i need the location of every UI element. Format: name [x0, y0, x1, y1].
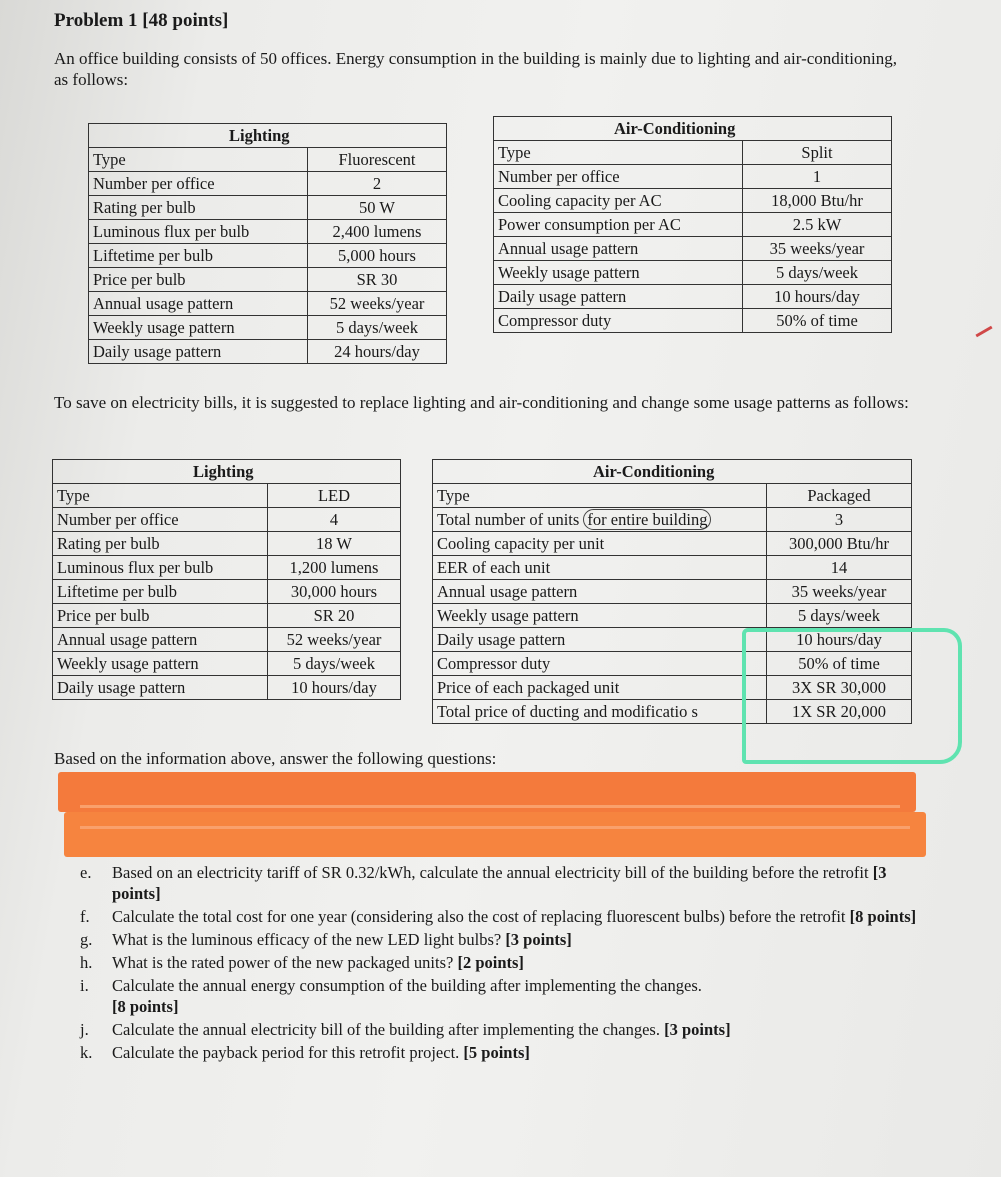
- table-row: [494, 261, 892, 285]
- list-item: [80, 929, 920, 950]
- table-row: [53, 484, 401, 508]
- table-row: [53, 604, 401, 628]
- table-row: [89, 340, 447, 364]
- intro-paragraph: An office building consists of 50 offices. Energy consumption in the building is mainly due to lighting and air-conditioning, as follows:: [54, 49, 897, 89]
- table-row: [53, 556, 401, 580]
- highlight-annotation: [742, 628, 962, 764]
- redaction-streak: [80, 826, 910, 829]
- questions-intro: Based on the information above, answer the following questions:: [54, 749, 497, 768]
- row-value: 300,000 Btu/hr: [767, 532, 912, 556]
- table-row: [89, 172, 447, 196]
- row-value: 50% of time: [767, 652, 912, 676]
- row-value: Split: [743, 141, 892, 165]
- row-value: 14: [767, 556, 912, 580]
- question-text: [112, 906, 920, 927]
- table-row: [494, 141, 892, 165]
- row-key: Price per bulb: [89, 268, 308, 292]
- row-key: Type: [53, 484, 268, 508]
- after-lighting-table: [52, 459, 401, 700]
- row-key: Luminous flux per bulb: [89, 220, 308, 244]
- table-row: [494, 285, 892, 309]
- row-value: 5 days/week: [767, 604, 912, 628]
- row-value: 35 weeks/year: [743, 237, 892, 261]
- row-value: 35 weeks/year: [767, 580, 912, 604]
- question-points: [8 points]: [112, 997, 179, 1016]
- row-key: Annual usage pattern: [53, 628, 268, 652]
- row-key: Weekly usage pattern: [89, 316, 308, 340]
- row-value: 5 days/week: [268, 652, 401, 676]
- table-row: [89, 268, 447, 292]
- row-value: SR 20: [268, 604, 401, 628]
- table-row: [89, 292, 447, 316]
- row-value: 50 W: [308, 196, 447, 220]
- table-row: [53, 628, 401, 652]
- row-key: Weekly usage pattern: [494, 261, 743, 285]
- row-key: Number per office: [494, 165, 743, 189]
- row-key: Compressor duty: [494, 309, 743, 333]
- row-value: 52 weeks/year: [268, 628, 401, 652]
- row-key: Daily usage pattern: [433, 628, 767, 652]
- row-key: Type: [433, 484, 767, 508]
- row-value: 10 hours/day: [268, 676, 401, 700]
- table-row: [89, 220, 447, 244]
- table-row: [89, 244, 447, 268]
- table-row: [53, 508, 401, 532]
- question-label: k.: [80, 1043, 93, 1062]
- row-value: Packaged: [767, 484, 912, 508]
- table-row: [53, 676, 401, 700]
- question-text: [112, 929, 920, 950]
- row-key: Total number of units for entire building: [433, 508, 767, 532]
- table-row: [53, 532, 401, 556]
- question-points: [3 points]: [664, 1020, 731, 1039]
- row-key: Annual usage pattern: [89, 292, 308, 316]
- question-label: e.: [80, 863, 92, 882]
- table-row: [433, 508, 912, 532]
- problem-title: Problem 1 [48 points]: [54, 10, 229, 31]
- question-body: Calculate the total cost for one year (considering also the cost of replacing fluorescent bulbs) before the retrofit: [112, 907, 850, 926]
- question-body: What is the rated power of the new packaged units?: [112, 953, 458, 972]
- row-key: Luminous flux per bulb: [53, 556, 268, 580]
- table-row: [433, 556, 912, 580]
- row-value: 30,000 hours: [268, 580, 401, 604]
- question-body: Calculate the payback period for this retrofit project.: [112, 1043, 464, 1062]
- row-key: Rating per bulb: [53, 532, 268, 556]
- row-key: Price of each packaged unit: [433, 676, 767, 700]
- row-key: Cooling capacity per AC: [494, 189, 743, 213]
- question-points: [8 points]: [849, 907, 917, 926]
- question-label: f.: [80, 907, 90, 926]
- row-value: 1X SR 20,000: [767, 700, 912, 724]
- question-list: [80, 862, 920, 1065]
- row-value: 3: [767, 508, 912, 532]
- table-header: Air-Conditioning: [433, 460, 912, 484]
- circled-annotation: for entire building: [583, 509, 711, 530]
- row-value: 2.5 kW: [743, 213, 892, 237]
- row-value: Fluorescent: [308, 148, 447, 172]
- row-key: Annual usage pattern: [494, 237, 743, 261]
- row-key: EER of each unit: [433, 556, 767, 580]
- row-value: 2: [308, 172, 447, 196]
- row-key: Type: [494, 141, 743, 165]
- row-key: Annual usage pattern: [433, 580, 767, 604]
- row-key: Weekly usage pattern: [433, 604, 767, 628]
- table-row: [433, 604, 912, 628]
- row-key: Price per bulb: [53, 604, 268, 628]
- pen-mark: [975, 326, 992, 338]
- question-points: [2 points]: [457, 953, 524, 972]
- row-key: Daily usage pattern: [494, 285, 743, 309]
- row-value: 18 W: [268, 532, 401, 556]
- table-row: [494, 213, 892, 237]
- list-item: [80, 975, 920, 1017]
- before-lighting-table: [88, 123, 447, 364]
- row-value: SR 30: [308, 268, 447, 292]
- question-points: [3 points]: [505, 930, 572, 949]
- table-row: [433, 580, 912, 604]
- row-value: 10 hours/day: [743, 285, 892, 309]
- question-label: h.: [80, 953, 93, 972]
- row-key: Rating per bulb: [89, 196, 308, 220]
- redaction-streak: [80, 805, 900, 808]
- row-key: Type: [89, 148, 308, 172]
- table-row: [494, 189, 892, 213]
- before-ac-table: [493, 116, 892, 333]
- row-value: 5 days/week: [743, 261, 892, 285]
- row-value: 5,000 hours: [308, 244, 447, 268]
- question-label: i.: [80, 976, 89, 995]
- row-key: Daily usage pattern: [89, 340, 308, 364]
- row-key: Number per office: [53, 508, 268, 532]
- row-value: 1,200 lumens: [268, 556, 401, 580]
- table-row: [89, 148, 447, 172]
- table-row: [89, 196, 447, 220]
- row-key: Compressor duty: [433, 652, 767, 676]
- question-body: What is the luminous efficacy of the new LED light bulbs?: [112, 930, 506, 949]
- list-item: [80, 862, 920, 904]
- row-value: 50% of time: [743, 309, 892, 333]
- question-text: [112, 1019, 920, 1040]
- row-key: Power consumption per AC: [494, 213, 743, 237]
- table-row: [53, 652, 401, 676]
- table-row: [494, 237, 892, 261]
- row-key: Cooling capacity per unit: [433, 532, 767, 556]
- row-key: Number per office: [89, 172, 308, 196]
- table-row: [433, 484, 912, 508]
- redaction-block: [64, 812, 926, 857]
- row-key: Liftetime per bulb: [89, 244, 308, 268]
- list-item: [80, 1019, 920, 1040]
- row-value: 5 days/week: [308, 316, 447, 340]
- table-row: [494, 309, 892, 333]
- row-value: 52 weeks/year: [308, 292, 447, 316]
- row-value: 2,400 lumens: [308, 220, 447, 244]
- table-header: Lighting: [89, 124, 447, 148]
- question-label: g.: [80, 930, 93, 949]
- question-label: j.: [80, 1020, 89, 1039]
- question-points: [5 points]: [463, 1043, 530, 1062]
- table-header: Air-Conditioning: [494, 117, 892, 141]
- question-text: [112, 1042, 920, 1063]
- row-value: 4: [268, 508, 401, 532]
- table-row: [89, 316, 447, 340]
- middle-paragraph: To save on electricity bills, it is suggested to replace lighting and air-conditioning and change some usage patterns as follows:: [54, 393, 909, 412]
- list-item: [80, 952, 920, 973]
- question-text: [112, 975, 920, 1017]
- question-body: Calculate the annual electricity bill of the building after implementing the changes.: [112, 1020, 665, 1039]
- table-row: [433, 532, 912, 556]
- question-body: Calculate the annual energy consumption of the building after implementing the changes.: [112, 976, 702, 995]
- table-row: [494, 165, 892, 189]
- row-value: 24 hours/day: [308, 340, 447, 364]
- row-value: 10 hours/day: [767, 628, 912, 652]
- row-key: Weekly usage pattern: [53, 652, 268, 676]
- row-value: 1: [743, 165, 892, 189]
- question-text: [112, 862, 920, 904]
- list-item: [80, 1042, 920, 1063]
- table-row: [53, 580, 401, 604]
- row-value: LED: [268, 484, 401, 508]
- question-body: Based on an electricity tariff of SR 0.32/kWh, calculate the annual electricity bill of the building before the retrofit: [112, 863, 873, 882]
- question-points: [3 points]: [112, 863, 887, 903]
- row-value: 18,000 Btu/hr: [743, 189, 892, 213]
- table-header: Lighting: [53, 460, 401, 484]
- row-value: 3X SR 30,000: [767, 676, 912, 700]
- list-item: [80, 906, 920, 927]
- row-key: Total price of ducting and modificatio s: [433, 700, 767, 724]
- row-key: Daily usage pattern: [53, 676, 268, 700]
- question-text: [112, 952, 920, 973]
- row-key: Liftetime per bulb: [53, 580, 268, 604]
